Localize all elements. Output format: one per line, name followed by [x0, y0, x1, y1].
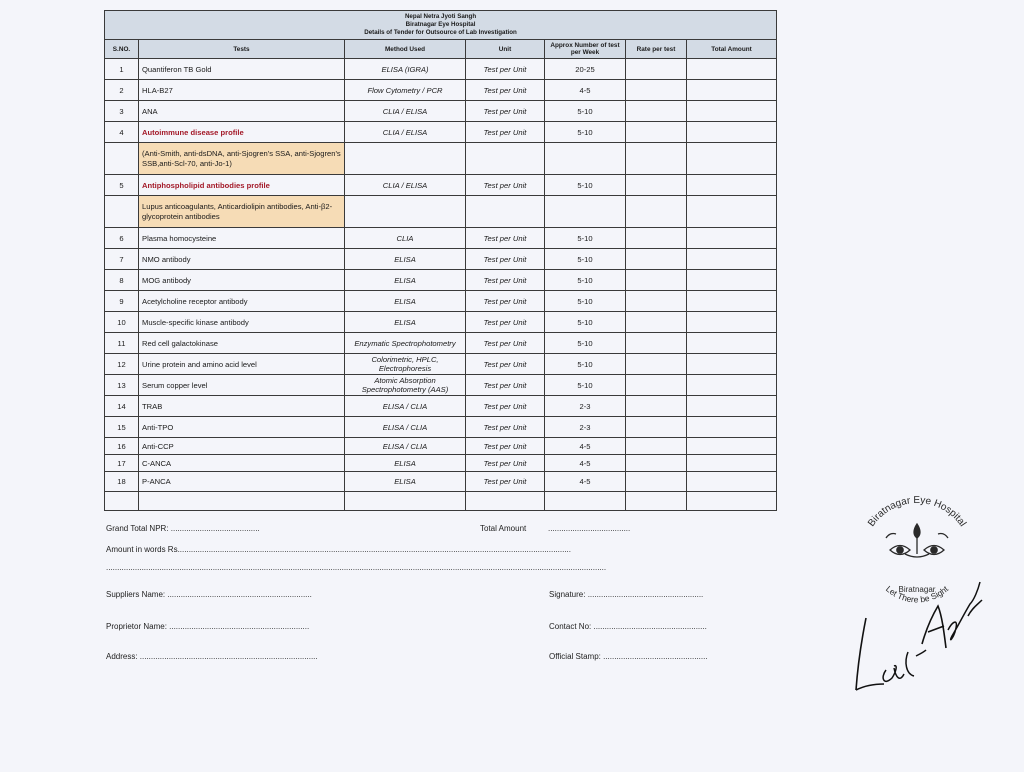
cell-unit: Test per Unit: [466, 354, 545, 375]
cell-sno: [105, 143, 139, 175]
cell-test-detail: (Anti-Smith, anti-dsDNA, anti-Sjogren's SSA, anti-Sjogren's SSB,anti-Scl-70, anti-Jo-1): [139, 143, 345, 175]
cell-per-week: 5-10: [545, 291, 626, 312]
table-row: [105, 455, 777, 472]
cell-rate: [626, 438, 687, 455]
cell-sno: 3: [105, 101, 139, 122]
cell-rate: [626, 472, 687, 492]
cell-test: Autoimmune disease profile: [139, 122, 345, 143]
amount-in-words-field[interactable]: Amount in words Rs.................................................................................................................................................................................: [106, 545, 571, 554]
cell-test: Anti-CCP: [139, 438, 345, 455]
cell-rate: [626, 333, 687, 354]
cell-sno: 7: [105, 249, 139, 270]
cell-total: [687, 122, 777, 143]
cell-per-week: 5-10: [545, 375, 626, 396]
handwritten-signature: [840, 560, 1000, 710]
cell-rate: [626, 228, 687, 249]
cell-total: [687, 455, 777, 472]
cell-per-week: 5-10: [545, 175, 626, 196]
table-row: [105, 291, 777, 312]
grand-total-field[interactable]: Grand Total NPR: ........................................: [106, 524, 260, 533]
cell-method: Enzymatic Spectrophotometry: [345, 333, 466, 354]
cell-rate: [626, 196, 687, 228]
cell-rate: [626, 101, 687, 122]
cell-rate: [626, 312, 687, 333]
cell-per-week: 20-25: [545, 59, 626, 80]
cell-unit: Test per Unit: [466, 291, 545, 312]
cell-sno: 12: [105, 354, 139, 375]
table-row: [105, 472, 777, 492]
cell-unit: Test per Unit: [466, 396, 545, 417]
cell-total: [687, 417, 777, 438]
table-subrow: [105, 196, 777, 228]
col-sno: S.NO.: [105, 40, 139, 59]
signature-field[interactable]: Signature: ....................................................: [549, 590, 704, 599]
cell-total: [687, 438, 777, 455]
cell-unit: Test per Unit: [466, 417, 545, 438]
amount-in-words-continuation[interactable]: .................................................................................................................................................................................................................................: [106, 563, 607, 572]
cell-sno: 8: [105, 270, 139, 291]
cell-per-week: 2-3: [545, 396, 626, 417]
cell-sno: 2: [105, 80, 139, 101]
cell-total: [687, 59, 777, 80]
cell-total: [687, 196, 777, 228]
cell-unit: Test per Unit: [466, 101, 545, 122]
cell-test: MOG antibody: [139, 270, 345, 291]
cell-per-week: 5-10: [545, 228, 626, 249]
stamp-city: Biratnagar: [898, 585, 936, 594]
cell-sno: 10: [105, 312, 139, 333]
cell-unit: Test per Unit: [466, 312, 545, 333]
cell-test: Urine protein and amino acid level: [139, 354, 345, 375]
cell-total: [687, 80, 777, 101]
cell-method: CLIA / ELISA: [345, 101, 466, 122]
table-row: [105, 333, 777, 354]
column-header-row: [105, 40, 777, 59]
cell-method: [345, 143, 466, 175]
cell-method: ELISA: [345, 455, 466, 472]
cell-rate: [626, 122, 687, 143]
proprietor-name-field[interactable]: Proprietor Name: ...............................................................: [106, 622, 310, 631]
table-subrow: [105, 143, 777, 175]
cell-test: Antiphospholipid antibodies profile: [139, 175, 345, 196]
cell-per-week: 4-5: [545, 80, 626, 101]
cell-total: [687, 472, 777, 492]
table-row: [105, 375, 777, 396]
cell-unit: Test per Unit: [466, 59, 545, 80]
cell-rate: [626, 143, 687, 175]
cell-total: [687, 175, 777, 196]
cell-method: Atomic Absorption Spectrophotometry (AAS): [345, 375, 466, 396]
cell-method: ELISA: [345, 270, 466, 291]
cell-method: CLIA: [345, 228, 466, 249]
cell-per-week: 5-10: [545, 122, 626, 143]
cell-per-week: [545, 143, 626, 175]
cell-method: Colorimetric, HPLC, Electrophoresis: [345, 354, 466, 375]
table-row: [105, 101, 777, 122]
total-amount-label: Total Amount: [480, 524, 527, 533]
cell-sno: 14: [105, 396, 139, 417]
cell-rate: [626, 396, 687, 417]
table-row: [105, 270, 777, 291]
hospital-name: Biratnagar Eye Hospital: [405, 21, 476, 28]
cell-method: ELISA (IGRA): [345, 59, 466, 80]
address-field[interactable]: Address: ................................................................................: [106, 652, 318, 661]
table-row: [105, 175, 777, 196]
cell-rate: [626, 175, 687, 196]
table-row: [105, 312, 777, 333]
cell-per-week: 4-5: [545, 455, 626, 472]
cell-rate: [626, 249, 687, 270]
cell-test: HLA-B27: [139, 80, 345, 101]
table-row: [105, 80, 777, 101]
cell-test: Anti-TPO: [139, 417, 345, 438]
cell-unit: Test per Unit: [466, 472, 545, 492]
cell-total: [687, 396, 777, 417]
lamp-eyes-icon: [886, 524, 948, 557]
table-row: [105, 396, 777, 417]
cell-per-week: 4-5: [545, 438, 626, 455]
cell-total: [687, 333, 777, 354]
col-tests: Tests: [139, 40, 345, 59]
cell-sno: 18: [105, 472, 139, 492]
cell-test: P-ANCA: [139, 472, 345, 492]
cell-test: Acetylcholine receptor antibody: [139, 291, 345, 312]
cell-method: ELISA / CLIA: [345, 438, 466, 455]
cell-rate: [626, 59, 687, 80]
cell-rate: [626, 375, 687, 396]
cell-total: [687, 270, 777, 291]
tender-table: [104, 10, 777, 511]
cell-per-week: 5-10: [545, 333, 626, 354]
table-row: [105, 417, 777, 438]
cell-per-week: 5-10: [545, 354, 626, 375]
cell-per-week: 2-3: [545, 417, 626, 438]
cell-unit: Test per Unit: [466, 122, 545, 143]
col-unit: Unit: [466, 40, 545, 59]
cell-sno: 9: [105, 291, 139, 312]
cell-unit: Test per Unit: [466, 228, 545, 249]
contact-no-field[interactable]: Contact No: ...................................................: [549, 622, 707, 631]
cell-test: TRAB: [139, 396, 345, 417]
cell-method: ELISA: [345, 291, 466, 312]
col-per-week: Approx Number of test per Week: [545, 40, 626, 59]
cell-method: [345, 196, 466, 228]
cell-sno: 5: [105, 175, 139, 196]
cell-sno: 6: [105, 228, 139, 249]
cell-sno: 13: [105, 375, 139, 396]
table-title-row: [105, 11, 777, 40]
cell-sno: 4: [105, 122, 139, 143]
cell-rate: [626, 80, 687, 101]
cell-sno: 1: [105, 59, 139, 80]
cell-test: NMO antibody: [139, 249, 345, 270]
cell-total: [687, 291, 777, 312]
cell-per-week: 5-10: [545, 101, 626, 122]
cell-test: Plasma homocysteine: [139, 228, 345, 249]
cell-method: ELISA / CLIA: [345, 396, 466, 417]
cell-unit: [466, 196, 545, 228]
cell-test: Red cell galactokinase: [139, 333, 345, 354]
suppliers-name-field[interactable]: Suppliers Name: .................................................................: [106, 590, 312, 599]
cell-test: Quantiferon TB Gold: [139, 59, 345, 80]
cell-method: Flow Cytometry / PCR: [345, 80, 466, 101]
cell-test: C-ANCA: [139, 455, 345, 472]
official-stamp-field[interactable]: Official Stamp: ...............................................: [549, 652, 708, 661]
cell-rate: [626, 417, 687, 438]
table-row: [105, 122, 777, 143]
cell-rate: [626, 291, 687, 312]
cell-total: [687, 143, 777, 175]
table-blank-row: [105, 492, 777, 511]
col-rate: Rate per test: [626, 40, 687, 59]
cell-method: CLIA / ELISA: [345, 122, 466, 143]
cell-rate: [626, 270, 687, 291]
cell-test-detail: Lupus anticoagulants, Anticardiolipin antibodies, Anti-β2-glycoprotein antibodies: [139, 196, 345, 228]
cell-per-week: [545, 196, 626, 228]
cell-sno: [105, 196, 139, 228]
col-method: Method Used: [345, 40, 466, 59]
cell-sno: 11: [105, 333, 139, 354]
total-amount-field[interactable]: .....................................: [548, 524, 631, 533]
cell-rate: [626, 455, 687, 472]
cell-sno: 17: [105, 455, 139, 472]
table-row: [105, 59, 777, 80]
cell-method: ELISA: [345, 312, 466, 333]
table-row: [105, 354, 777, 375]
cell-total: [687, 312, 777, 333]
table-row: [105, 438, 777, 455]
stamp-top-text: Biratnagar Eye Hospital: [866, 494, 969, 529]
cell-unit: Test per Unit: [466, 249, 545, 270]
cell-unit: Test per Unit: [466, 333, 545, 354]
col-total: Total Amount: [687, 40, 777, 59]
cell-total: [687, 249, 777, 270]
cell-unit: Test per Unit: [466, 270, 545, 291]
table-row: [105, 228, 777, 249]
cell-method: CLIA / ELISA: [345, 175, 466, 196]
cell-per-week: 4-5: [545, 472, 626, 492]
tender-subject: Details of Tender for Outsource of Lab Investigation: [364, 29, 517, 36]
cell-unit: Test per Unit: [466, 455, 545, 472]
cell-total: [687, 228, 777, 249]
cell-per-week: 5-10: [545, 249, 626, 270]
table-row: [105, 249, 777, 270]
cell-per-week: 5-10: [545, 270, 626, 291]
cell-total: [687, 354, 777, 375]
cell-method: ELISA / CLIA: [345, 417, 466, 438]
cell-unit: Test per Unit: [466, 438, 545, 455]
cell-sno: 16: [105, 438, 139, 455]
cell-unit: Test per Unit: [466, 80, 545, 101]
cell-method: ELISA: [345, 472, 466, 492]
cell-total: [687, 375, 777, 396]
org-name: Nepal Netra Jyoti Sangh: [404, 13, 477, 20]
cell-test: Serum copper level: [139, 375, 345, 396]
cell-unit: Test per Unit: [466, 375, 545, 396]
stamp-bottom-text: Let There be Sight: [883, 583, 951, 605]
cell-total: [687, 101, 777, 122]
cell-unit: [466, 143, 545, 175]
cell-test: Muscle-specific kinase antibody: [139, 312, 345, 333]
cell-method: ELISA: [345, 249, 466, 270]
cell-test: ANA: [139, 101, 345, 122]
cell-rate: [626, 354, 687, 375]
cell-sno: 15: [105, 417, 139, 438]
cell-per-week: 5-10: [545, 312, 626, 333]
cell-unit: Test per Unit: [466, 175, 545, 196]
